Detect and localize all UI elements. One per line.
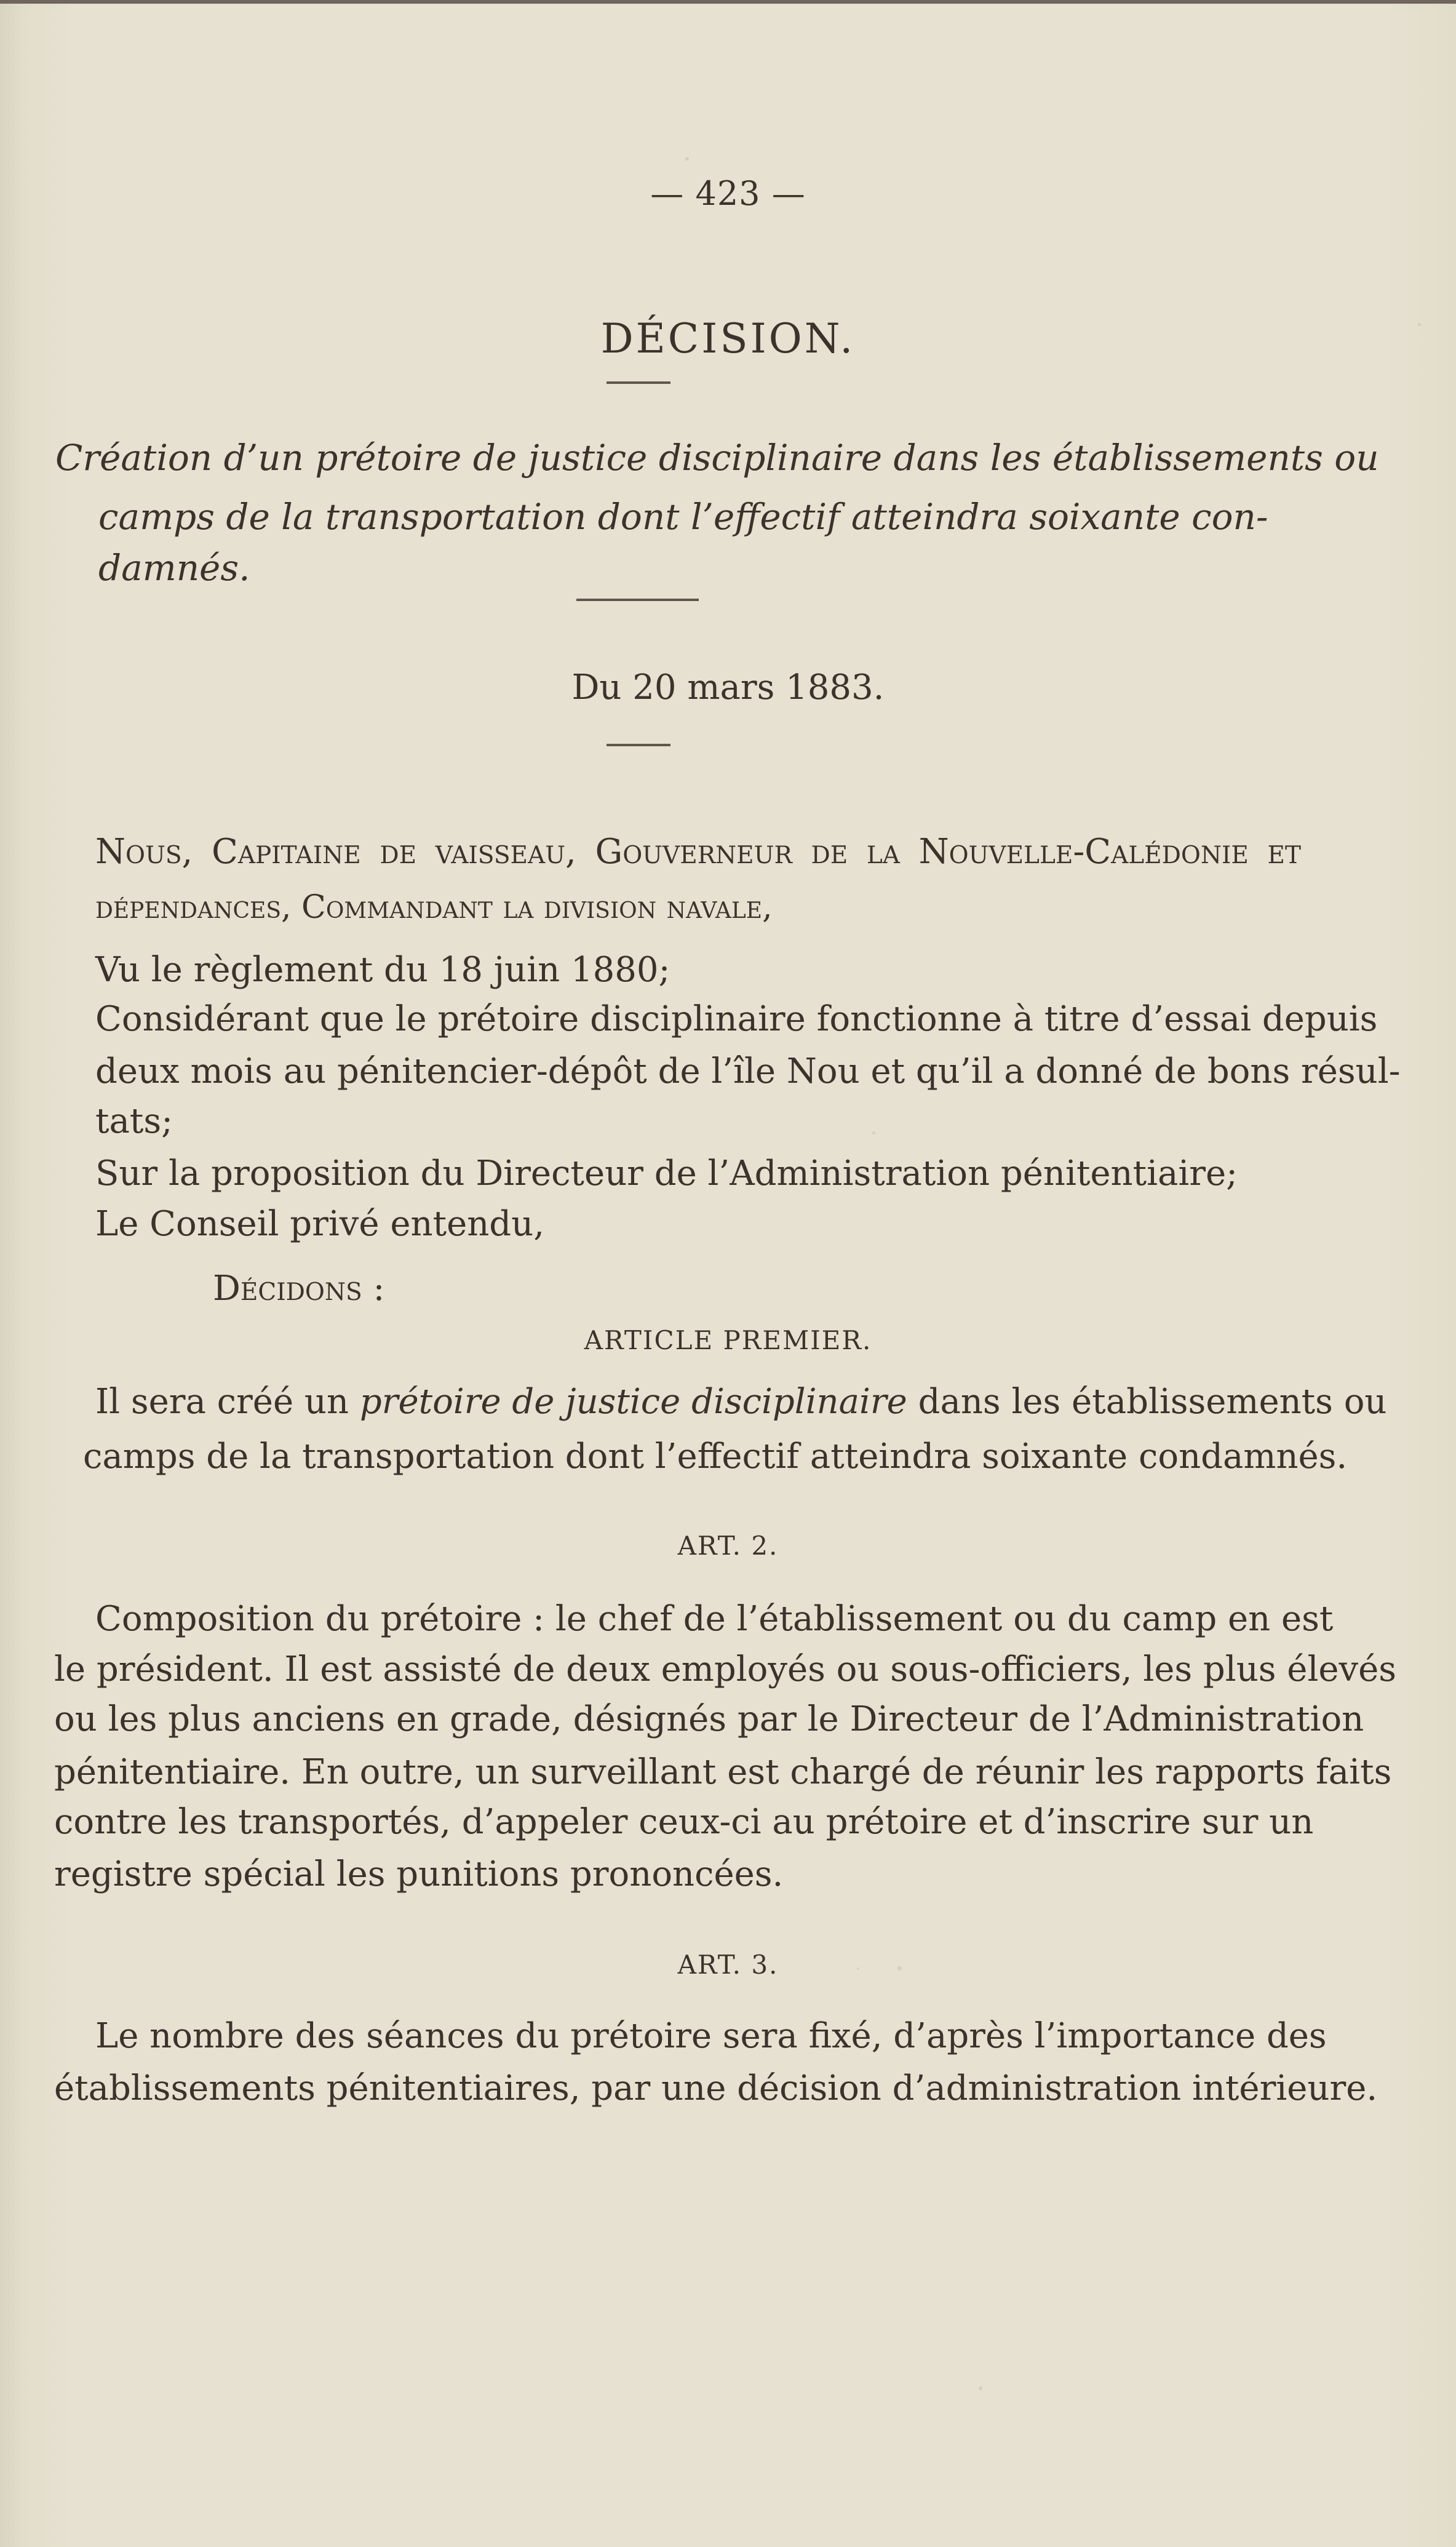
article-two-line-4: pénitentiaire. En outre, un surveillant est chargé de réunir les rapports faits [54,1752,1392,1792]
decidons-heading: Décidons : [213,1269,385,1309]
paper-speck [872,1131,875,1134]
article-first-emphasis: prétoire de justice disciplinaire [359,1382,907,1422]
preamble-line-2: dépendances, Commandant la division navale, [95,889,773,926]
article-two-line-6: registre spécial les punitions prononcées. [54,1854,784,1894]
consideration-line-6: Le Conseil privé entendu, [95,1204,544,1244]
decision-subtitle-line-2: camps de la transportation dont l’effectif atteindra soixante con- [98,496,1268,538]
article-two-line-3: ou les plus anciens en grade, désignés par le Directeur de l’Administration [54,1699,1364,1739]
decision-subtitle-line-3: damnés. [98,547,250,589]
article-first-line-2: camps de la transportation dont l’effectif atteindra soixante condamnés. [83,1437,1348,1477]
article-first-line-1 [95,1377,1387,1427]
page-number: — 423 — [650,174,806,213]
article-three-line-2: établissements pénitentiaires, par une décision d’administration intérieure. [54,2068,1378,2108]
decision-date: Du 20 mars 1883. [571,668,885,708]
article-three-title: ART. 3. [677,1950,779,1980]
date-rule [607,744,670,746]
paper-speck [685,157,689,161]
preamble-line-1: Nous, Capitaine de vaisseau, Gouverneur de la Nouvelle-Calédonie et [95,832,1301,872]
consideration-line-5: Sur la proposition du Directeur de l’Administration pénitentiaire; [95,1154,1238,1194]
article-two-line-2: le président. Il est assisté de deux employés ou sous-officiers, les plus élevés [54,1649,1397,1689]
consideration-line-1: Vu le règlement du 18 juin 1880; [95,950,670,990]
article-two-title: ART. 2. [677,1531,779,1561]
article-first-line-1-before: Il sera créé un [95,1382,360,1422]
article-first-line-1-after: dans les établissements ou [907,1382,1387,1422]
article-two-line-5: contre les transportés, d’appeler ceux-ci au prétoire et d’inscrire sur un [54,1802,1314,1842]
decision-heading: DÉCISION. [600,315,856,362]
consideration-line-2: Considérant que le prétoire disciplinaire fonctionne à titre d’essai depuis [95,999,1378,1039]
subtitle-rule [576,599,699,601]
article-first-title: ARTICLE PREMIER. [584,1325,872,1355]
consideration-line-3: deux mois au pénitencier-dépôt de l’île Nou et qu’il a donné de bons résul- [95,1051,1401,1091]
article-three-line-1: Le nombre des séances du prétoire sera fixé, d’après l’importance des [95,2016,1327,2056]
top-border-line [0,0,1456,4]
consideration-line-4: tats; [95,1101,173,1141]
heading-rule [607,381,670,384]
decision-subtitle-line-1: Création d’un prétoire de justice disciplinaire dans les établissements ou [55,437,1379,479]
paper-speck [979,2386,982,2390]
article-two-line-1: Composition du prétoire : le chef de l’établissement ou du camp en est [95,1599,1334,1639]
